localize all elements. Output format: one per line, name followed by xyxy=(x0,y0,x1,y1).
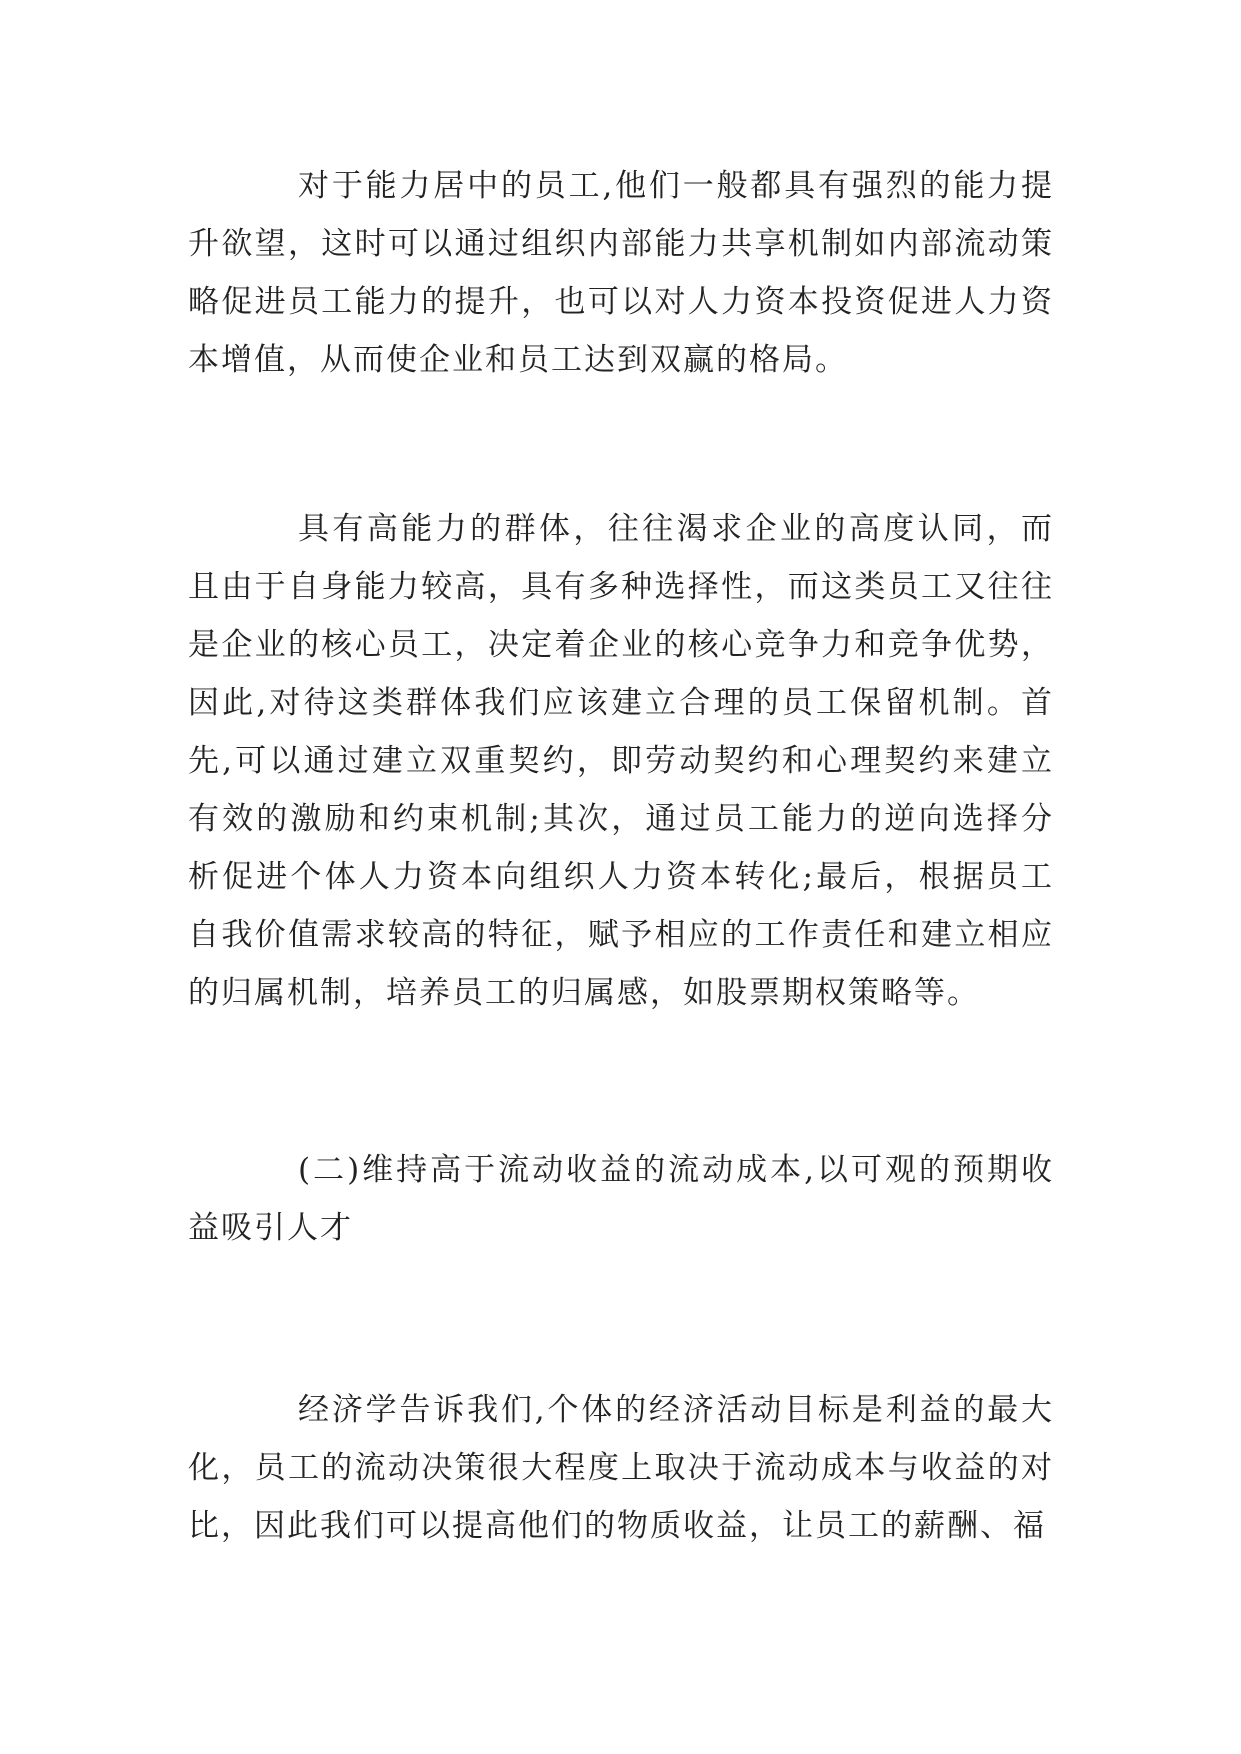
section-heading-mobility-cost: (二)维持高于流动收益的流动成本,以可观的预期收益吸引人才 xyxy=(188,1152,1054,1246)
paragraph-economics-mobility: 经济学告诉我们,个体的经济活动目标是利益的最大化，员工的流动决策很大程度上取决于流动成本与收益的对比，因此我们可以提高他们的物质收益，让员工的薪酬、福 xyxy=(188,1392,1054,1544)
paragraph-mid-ability-employees: 对于能力居中的员工,他们一般都具有强烈的能力提升欲望，这时可以通过组织内部能力共享机制如内部流动策略促进员工能力的提升，也可以对人力资本投资促进人力资本增值，从而使企业和员工达到双赢的格局。 xyxy=(188,168,1054,378)
paragraph-high-ability-group: 具有高能力的群体，往往渴求企业的高度认同，而且由于自身能力较高，具有多种选择性，而这类员工又往往是企业的核心员工，决定着企业的核心竞争力和竞争优势，因此,对待这类群体我们应该建立合理的员工保留机制。首先,可以通过建立双重契约，即劳动契约和心理契约来建立有效的激励和约束机制;其次，通过员工能力的逆向选择分析促进个体人力资本向组织人力资本转化;最后，根据员工自我价值需求较高的特征，赋予相应的工作责任和建立相应的归属机制，培养员工的归属感，如股票期权策略等。 xyxy=(188,511,1054,1011)
